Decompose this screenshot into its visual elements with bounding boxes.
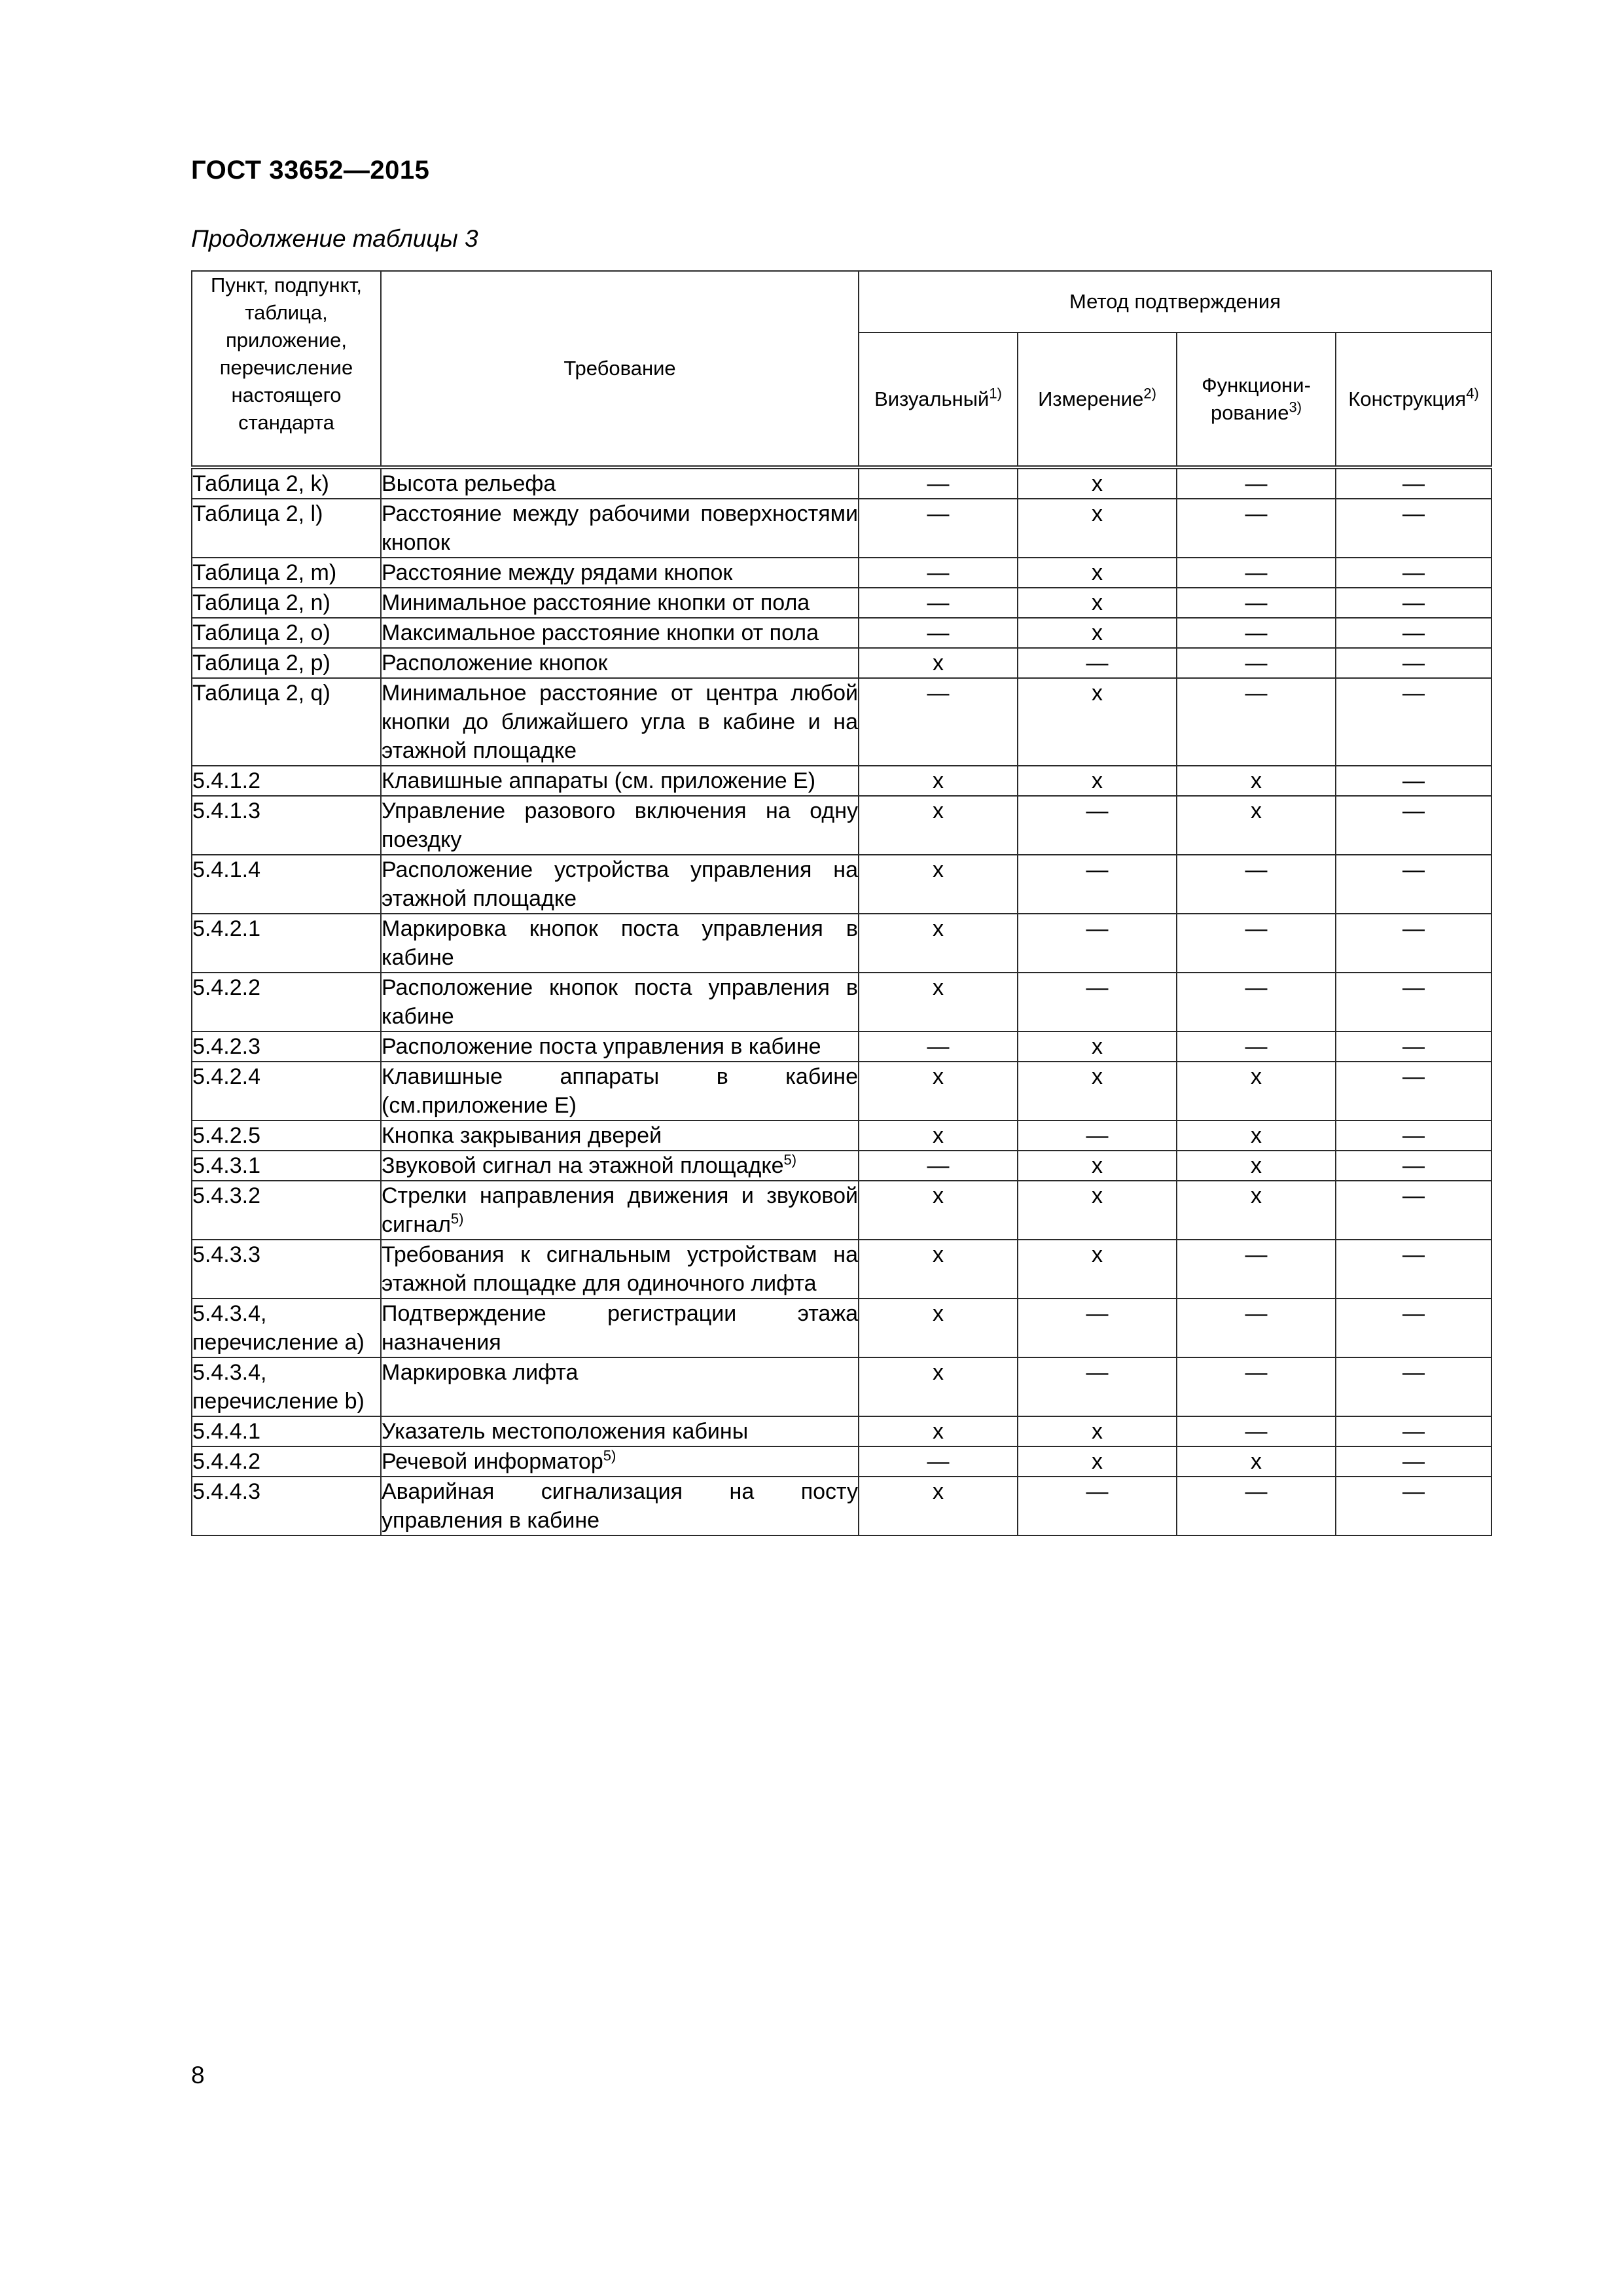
measurement-mark: x	[1018, 588, 1177, 618]
clause-cell: Таблица 2, p)	[192, 648, 381, 678]
measurement-mark: x	[1018, 1062, 1177, 1121]
document-header: ГОСТ 33652—2015	[191, 156, 430, 185]
measurement-mark: —	[1018, 1357, 1177, 1416]
clause-cell: 5.4.3.1	[192, 1151, 381, 1181]
function-mark: x	[1177, 1062, 1336, 1121]
function-mark: —	[1177, 855, 1336, 914]
header-design: Конструкция$^{4)}$	[1336, 332, 1491, 467]
footnote-ref: 5)	[450, 1210, 464, 1227]
function-mark: x	[1177, 1446, 1336, 1477]
clause-cell: 5.4.3.3	[192, 1240, 381, 1299]
measurement-mark: x	[1018, 467, 1177, 499]
requirement-text: Аварийная сигнализация на посту управления в кабине	[382, 1479, 858, 1533]
requirement-text: Максимальное расстояние кнопки от пола	[382, 620, 819, 645]
table-row	[192, 467, 1491, 499]
visual-mark: —	[859, 618, 1018, 648]
requirement-cell	[381, 1062, 859, 1121]
footnote-ref: 2)	[1143, 385, 1156, 402]
verification-table	[191, 270, 1492, 1536]
visual-mark: x	[859, 1299, 1018, 1357]
clause-cell: 5.4.2.1	[192, 914, 381, 973]
table-row	[192, 855, 1491, 914]
requirement-cell	[381, 1299, 859, 1357]
design-mark: —	[1336, 467, 1491, 499]
requirement-cell	[381, 1416, 859, 1446]
table-row	[192, 618, 1491, 648]
footnote-ref: 1)	[989, 385, 1002, 402]
table-row	[192, 1416, 1491, 1446]
requirement-text: Высота рельефа	[382, 471, 556, 496]
header-requirement: Требование	[381, 271, 859, 467]
table-row	[192, 1446, 1491, 1477]
function-mark: —	[1177, 1416, 1336, 1446]
requirement-cell	[381, 855, 859, 914]
design-mark: —	[1336, 973, 1491, 1031]
visual-mark: —	[859, 588, 1018, 618]
measurement-mark: x	[1018, 678, 1177, 766]
design-mark: —	[1336, 618, 1491, 648]
table-row	[192, 1299, 1491, 1357]
requirement-cell	[381, 499, 859, 558]
requirement-cell	[381, 618, 859, 648]
visual-mark: x	[859, 1062, 1018, 1121]
design-mark: —	[1336, 1446, 1491, 1477]
function-mark: —	[1177, 499, 1336, 558]
clause-cell: 5.4.4.1	[192, 1416, 381, 1446]
design-mark: —	[1336, 678, 1491, 766]
footnote-ref: 4)	[1466, 385, 1479, 402]
function-mark: —	[1177, 1477, 1336, 1535]
clause-cell: 5.4.2.3	[192, 1031, 381, 1062]
requirement-cell	[381, 1121, 859, 1151]
clause-cell: 5.4.4.2	[192, 1446, 381, 1477]
measurement-mark: x	[1018, 1181, 1177, 1240]
requirement-text: Речевой информатор	[382, 1449, 603, 1474]
table-row	[192, 1240, 1491, 1299]
clause-cell: 5.4.2.4	[192, 1062, 381, 1121]
requirement-cell	[381, 1240, 859, 1299]
clause-cell: 5.4.3.4, перечисление b)	[192, 1357, 381, 1416]
table-row	[192, 648, 1491, 678]
table-row	[192, 1181, 1491, 1240]
requirement-cell	[381, 796, 859, 855]
function-mark: —	[1177, 1299, 1336, 1357]
requirement-cell	[381, 1151, 859, 1181]
requirement-text: Кнопка закрывания дверей	[382, 1123, 662, 1148]
function-mark: —	[1177, 973, 1336, 1031]
table-row	[192, 678, 1491, 766]
design-mark: —	[1336, 1477, 1491, 1535]
design-mark: —	[1336, 1062, 1491, 1121]
function-mark: x	[1177, 1151, 1336, 1181]
visual-mark: —	[859, 1151, 1018, 1181]
measurement-mark: x	[1018, 1031, 1177, 1062]
measurement-mark: —	[1018, 1477, 1177, 1535]
visual-mark: x	[859, 973, 1018, 1031]
header-visual: Визуальный$^{1)}$	[859, 332, 1018, 467]
function-mark: x	[1177, 766, 1336, 796]
design-mark: —	[1336, 914, 1491, 973]
function-mark: —	[1177, 1031, 1336, 1062]
requirement-text: Минимальное расстояние от центра любой кнопки до ближайшего угла в кабине и на этажной площадке	[382, 681, 858, 763]
table-row	[192, 914, 1491, 973]
table-row	[192, 558, 1491, 588]
design-mark: —	[1336, 1181, 1491, 1240]
table-row	[192, 499, 1491, 558]
measurement-mark: —	[1018, 796, 1177, 855]
requirement-text: Указатель местоположения кабины	[382, 1419, 749, 1444]
requirement-text: Расположение поста управления в кабине	[382, 1034, 821, 1059]
footnote-ref: 5)	[783, 1151, 797, 1168]
design-mark: —	[1336, 766, 1491, 796]
requirement-cell	[381, 648, 859, 678]
design-mark: —	[1336, 1151, 1491, 1181]
table-row	[192, 766, 1491, 796]
clause-cell: 5.4.2.2	[192, 973, 381, 1031]
measurement-mark: x	[1018, 1446, 1177, 1477]
clause-cell: Таблица 2, n)	[192, 588, 381, 618]
clause-cell: Таблица 2, q)	[192, 678, 381, 766]
table-row	[192, 796, 1491, 855]
visual-mark: x	[859, 1240, 1018, 1299]
requirement-cell	[381, 467, 859, 499]
measurement-mark: x	[1018, 499, 1177, 558]
table-row	[192, 1121, 1491, 1151]
measurement-mark: x	[1018, 1240, 1177, 1299]
design-mark: —	[1336, 855, 1491, 914]
clause-cell: 5.4.3.2	[192, 1181, 381, 1240]
design-mark: —	[1336, 1357, 1491, 1416]
visual-mark: x	[859, 766, 1018, 796]
function-mark: —	[1177, 588, 1336, 618]
table-row	[192, 1031, 1491, 1062]
measurement-mark: —	[1018, 914, 1177, 973]
requirement-text: Требования к сигнальным устройствам на этажной площадке для одиночного лифта	[382, 1242, 858, 1296]
clause-cell: Таблица 2, l)	[192, 499, 381, 558]
visual-mark: —	[859, 499, 1018, 558]
requirement-text: Звуковой сигнал на этажной площадке	[382, 1153, 784, 1178]
visual-mark: x	[859, 1416, 1018, 1446]
header-function: Функциони- рование$^{3)}$	[1177, 332, 1336, 467]
visual-mark: —	[859, 678, 1018, 766]
measurement-mark: x	[1018, 1416, 1177, 1446]
requirement-text: Расстояние между рабочими поверхностями кнопок	[382, 501, 858, 555]
requirement-text: Расположение кнопок поста управления в кабине	[382, 975, 858, 1029]
requirement-text: Стрелки направления движения и звуковой сигнал	[382, 1183, 858, 1237]
requirement-cell	[381, 1357, 859, 1416]
function-mark: —	[1177, 467, 1336, 499]
visual-mark: x	[859, 796, 1018, 855]
table-caption: Продолжение таблицы 3	[191, 225, 478, 252]
requirement-text: Клавишные аппараты (см. приложение Е)	[382, 768, 816, 793]
clause-cell: 5.4.1.3	[192, 796, 381, 855]
requirement-text: Расположение устройства управления на этажной площадке	[382, 857, 858, 911]
design-mark: —	[1336, 558, 1491, 588]
measurement-mark: x	[1018, 1151, 1177, 1181]
clause-cell: Таблица 2, o)	[192, 618, 381, 648]
requirement-text: Маркировка лифта	[382, 1360, 579, 1385]
requirement-text: Расстояние между рядами кнопок	[382, 560, 733, 585]
requirement-cell	[381, 558, 859, 588]
clause-cell: 5.4.1.4	[192, 855, 381, 914]
requirement-text: Минимальное расстояние кнопки от пола	[382, 590, 810, 615]
requirement-cell	[381, 678, 859, 766]
visual-mark: x	[859, 1121, 1018, 1151]
function-mark: —	[1177, 914, 1336, 973]
measurement-mark: —	[1018, 648, 1177, 678]
requirement-cell	[381, 1446, 859, 1477]
visual-mark: x	[859, 1181, 1018, 1240]
requirement-cell	[381, 588, 859, 618]
requirement-cell	[381, 1031, 859, 1062]
clause-cell: 5.4.4.3	[192, 1477, 381, 1535]
requirement-text: Маркировка кнопок поста управления в кабине	[382, 916, 858, 970]
header-clause: Пункт, подпункт, таблица, приложение, перечисление настоящего стандарта	[192, 271, 381, 467]
requirement-text: Расположение кнопок	[382, 651, 608, 675]
requirement-cell	[381, 1477, 859, 1535]
requirement-cell	[381, 766, 859, 796]
table-row	[192, 1357, 1491, 1416]
visual-mark: —	[859, 558, 1018, 588]
table-row	[192, 1151, 1491, 1181]
requirement-cell	[381, 914, 859, 973]
measurement-mark: x	[1018, 618, 1177, 648]
visual-mark: —	[859, 1446, 1018, 1477]
design-mark: —	[1336, 1416, 1491, 1446]
requirement-cell	[381, 1181, 859, 1240]
function-mark: x	[1177, 1181, 1336, 1240]
requirement-text: Клавишные аппараты в кабине (см.приложение Е)	[382, 1064, 858, 1118]
table-row	[192, 1062, 1491, 1121]
clause-cell: 5.4.1.2	[192, 766, 381, 796]
table-row	[192, 1477, 1491, 1535]
visual-mark: x	[859, 855, 1018, 914]
visual-mark: x	[859, 1477, 1018, 1535]
clause-cell: Таблица 2, m)	[192, 558, 381, 588]
function-mark: —	[1177, 558, 1336, 588]
design-mark: —	[1336, 1240, 1491, 1299]
visual-mark: —	[859, 467, 1018, 499]
function-mark: x	[1177, 1121, 1336, 1151]
visual-mark: x	[859, 648, 1018, 678]
function-mark: x	[1177, 796, 1336, 855]
visual-mark: x	[859, 914, 1018, 973]
function-mark: —	[1177, 678, 1336, 766]
function-mark: —	[1177, 648, 1336, 678]
measurement-mark: —	[1018, 973, 1177, 1031]
function-mark: —	[1177, 618, 1336, 648]
design-mark: —	[1336, 796, 1491, 855]
clause-cell: Таблица 2, k)	[192, 467, 381, 499]
function-mark: —	[1177, 1240, 1336, 1299]
function-mark: —	[1177, 1357, 1336, 1416]
design-mark: —	[1336, 1121, 1491, 1151]
measurement-mark: —	[1018, 1299, 1177, 1357]
design-mark: —	[1336, 648, 1491, 678]
table-row	[192, 588, 1491, 618]
measurement-mark: —	[1018, 1121, 1177, 1151]
clause-cell: 5.4.3.4, перечисление а)	[192, 1299, 381, 1357]
design-mark: —	[1336, 1031, 1491, 1062]
footnote-ref: 3)	[1289, 399, 1302, 416]
design-mark: —	[1336, 1299, 1491, 1357]
footnote-ref: 5)	[603, 1447, 616, 1464]
header-measurement: Измерение$^{2)}$	[1018, 332, 1177, 467]
requirement-text: Подтверждение регистрации этажа назначения	[382, 1301, 858, 1355]
requirement-text: Управление разового включения на одну поездку	[382, 798, 858, 852]
visual-mark: x	[859, 1357, 1018, 1416]
requirement-cell	[381, 973, 859, 1031]
design-mark: —	[1336, 588, 1491, 618]
measurement-mark: —	[1018, 855, 1177, 914]
table-row	[192, 973, 1491, 1031]
measurement-mark: x	[1018, 766, 1177, 796]
visual-mark: —	[859, 1031, 1018, 1062]
clause-cell: 5.4.2.5	[192, 1121, 381, 1151]
header-method: Метод подтверждения	[859, 271, 1491, 332]
design-mark: —	[1336, 499, 1491, 558]
measurement-mark: x	[1018, 558, 1177, 588]
page-number: 8	[191, 2062, 205, 2089]
